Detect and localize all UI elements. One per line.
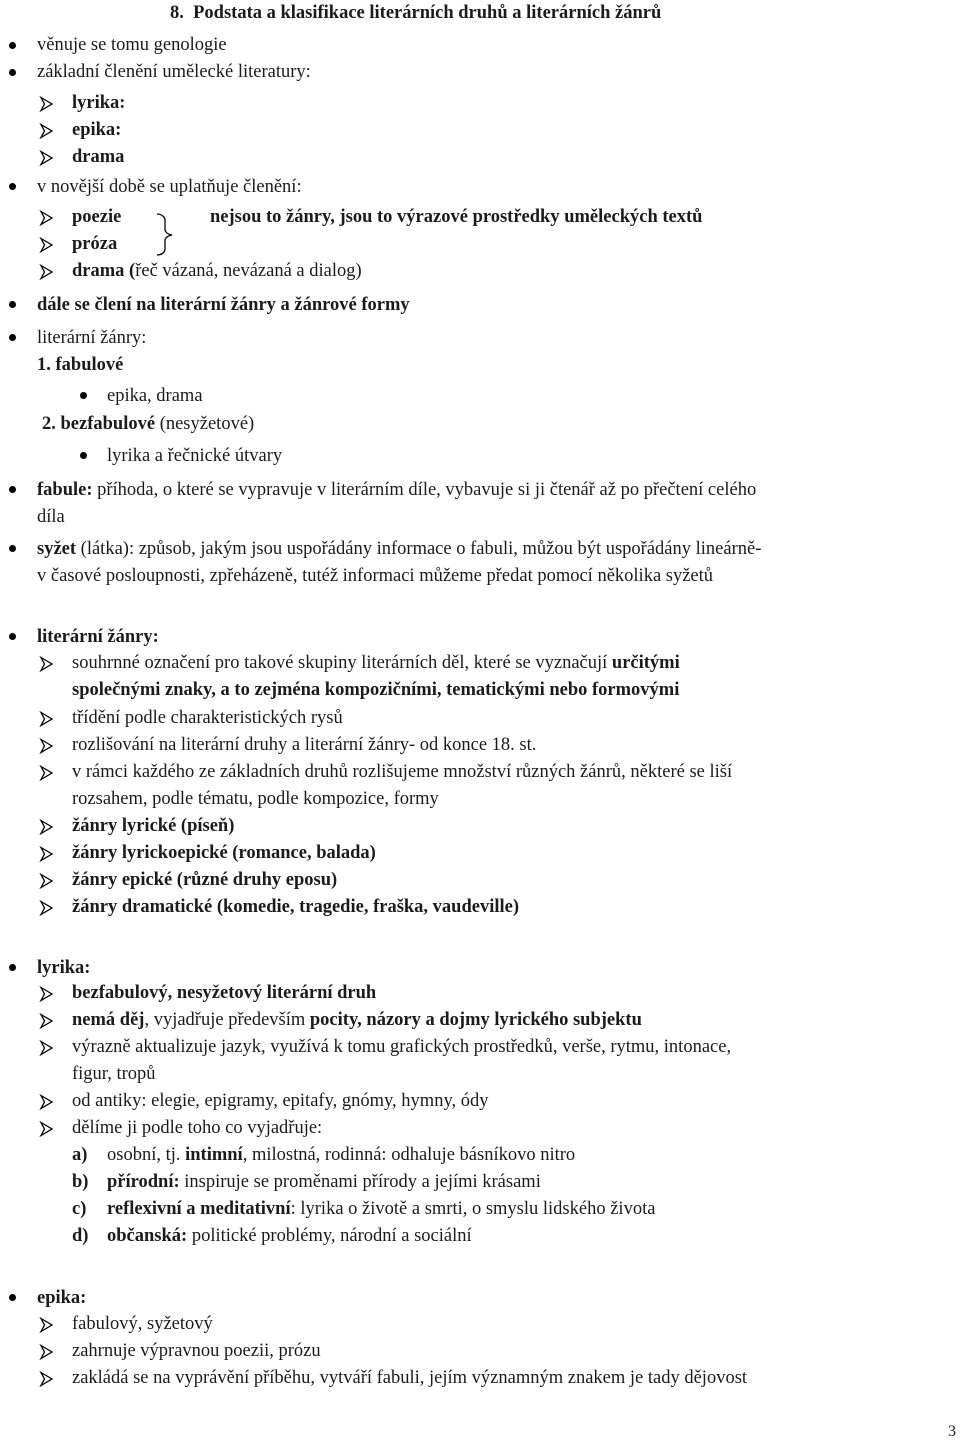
text-line: 2. bezfabulové (nesyžetové) — [42, 414, 255, 434]
arrow-bullet-icon — [38, 1344, 54, 1360]
bullet-dot — [9, 69, 16, 76]
text-line: fabulový, syžetový — [72, 1314, 213, 1334]
bullet-dot — [9, 301, 16, 308]
arrow-bullet-icon — [38, 986, 54, 1002]
arrow-bullet-icon — [38, 846, 54, 862]
text-line: společnými znaky, a to zejména kompozičními, tematickými nebo formovými — [72, 680, 680, 700]
text-line: díla — [37, 507, 65, 527]
text-line: lyrika a řečnické útvary — [107, 446, 283, 466]
list-marker: c) — [72, 1199, 87, 1219]
text-line: reflexivní a meditativní: lyrika o životě a smrti, o smyslu lidského života — [107, 1199, 656, 1219]
text-line: souhrnné označení pro takové skupiny literárních děl, které se vyznačují určitými — [72, 653, 680, 673]
arrow-bullet-icon — [38, 1040, 54, 1056]
text-line: žánry lyrické (píseň) — [72, 816, 235, 836]
text-line: literární žánry: — [37, 328, 147, 348]
arrow-bullet-icon — [38, 873, 54, 889]
arrow-bullet-icon — [38, 264, 54, 280]
section-heading: lyrika: — [37, 958, 91, 978]
arrow-bullet-icon — [38, 210, 54, 226]
text-line: 1. fabulové — [37, 355, 124, 375]
text-line: základní členění umělecké literatury: — [37, 62, 311, 82]
arrow-bullet-icon — [38, 1371, 54, 1387]
text-line: bezfabulový, nesyžetový literární druh — [72, 983, 377, 1003]
text-line: drama (řeč vázaná, nevázaná a dialog) — [72, 261, 362, 281]
text-line: žánry epické (různé druhy eposu) — [72, 870, 338, 890]
arrow-bullet-icon — [38, 1013, 54, 1029]
arrow-bullet-icon — [38, 237, 54, 253]
arrow-bullet-icon — [38, 96, 54, 112]
text-line: občanská: politické problémy, národní a sociální — [107, 1226, 472, 1246]
list-marker: a) — [72, 1145, 88, 1165]
text-line: přírodní: inspiruje se proměnami přírody a jejími krásami — [107, 1172, 541, 1192]
text-line: v novější době se uplatňuje členění: — [37, 177, 302, 197]
text-line: nemá děj, vyjadřuje především pocity, názory a dojmy lyrického subjektu — [72, 1010, 642, 1030]
text-line: věnuje se tomu genologie — [37, 35, 227, 55]
text-line: dále se člení na literární žánry a žánrové formy — [37, 295, 410, 315]
arrow-bullet-icon — [38, 819, 54, 835]
text-line: epika, drama — [107, 386, 203, 406]
arrow-bullet-icon — [38, 1121, 54, 1137]
bullet-dot — [9, 633, 16, 640]
text-line: fabule: příhoda, o které se vypravuje v literárním díle, vybavuje si ji čtenář až po přečtení celého — [37, 480, 757, 500]
bullet-dot — [9, 486, 16, 493]
bullet-dot — [9, 1294, 16, 1301]
arrow-bullet-icon — [38, 1094, 54, 1110]
text-line: figur, tropů — [72, 1064, 156, 1084]
text-line: poezie — [72, 207, 122, 227]
text-line: epika: — [72, 120, 122, 140]
text-line: v časové posloupnosti, zpřeházeně, tutéž informaci můžeme předat pomocí několika syžetů — [37, 566, 714, 586]
text-line: od antiky: elegie, epigramy, epitafy, gnómy, hymny, ódy — [72, 1091, 489, 1111]
text-line: v rámci každého ze základních druhů rozlišujeme množství různých žánrů, některé se liší — [72, 762, 733, 782]
bullet-dot — [80, 452, 87, 459]
arrow-bullet-icon — [38, 1317, 54, 1333]
arrow-bullet-icon — [38, 711, 54, 727]
bullet-dot — [9, 183, 16, 190]
text-line: lyrika: — [72, 93, 126, 113]
arrow-bullet-icon — [38, 738, 54, 754]
page-number: 3 — [948, 1423, 956, 1440]
arrow-bullet-icon — [38, 656, 54, 672]
text-line: syžet (látka): způsob, jakým jsou uspořádány informace o fabuli, můžou být uspořádány lineárně- — [37, 539, 762, 559]
text-line: osobní, tj. intimní, milostná, rodinná: odhaluje básníkovo nitro — [107, 1145, 576, 1165]
arrow-bullet-icon — [38, 150, 54, 166]
text-line: zakládá se na vyprávění příběhu, vytváří fabuli, jejím významným znakem je tady dějovost — [72, 1368, 748, 1388]
bullet-dot — [9, 545, 16, 552]
list-marker: d) — [72, 1226, 89, 1246]
text-line: žánry lyrickoepické (romance, balada) — [72, 843, 376, 863]
arrow-bullet-icon — [38, 123, 54, 139]
text-line: nejsou to žánry, jsou to výrazové prostředky uměleckých textů — [210, 207, 703, 227]
bullet-dot — [80, 392, 87, 399]
section-heading: literární žánry: — [37, 627, 159, 647]
text-line: próza — [72, 234, 118, 254]
arrow-bullet-icon — [38, 900, 54, 916]
bullet-dot — [9, 42, 16, 49]
bullet-dot — [9, 964, 16, 971]
bullet-dot — [9, 334, 16, 341]
text-line: zahrnuje výpravnou poezii, prózu — [72, 1341, 321, 1361]
text-line: třídění podle charakteristických rysů — [72, 708, 343, 728]
list-marker: b) — [72, 1172, 89, 1192]
text-line: rozsahem, podle tématu, podle kompozice, formy — [72, 789, 439, 809]
arrow-bullet-icon — [38, 765, 54, 781]
text-line: dělíme ji podle toho co vyjadřuje: — [72, 1118, 323, 1138]
text-line: rozlišování na literární druhy a literární žánry- od konce 18. st. — [72, 735, 537, 755]
text-line: výrazně aktualizuje jazyk, využívá k tomu grafických prostředků, verše, rytmu, intonace, — [72, 1037, 732, 1057]
right-brace-icon — [155, 212, 181, 256]
section-heading: epika: — [37, 1288, 87, 1308]
text-line: drama — [72, 147, 125, 167]
text-line: žánry dramatické (komedie, tragedie, fraška, vaudeville) — [72, 897, 520, 917]
page-title: 8. Podstata a klasifikace literárních druhů a literárních žánrů — [170, 3, 662, 23]
